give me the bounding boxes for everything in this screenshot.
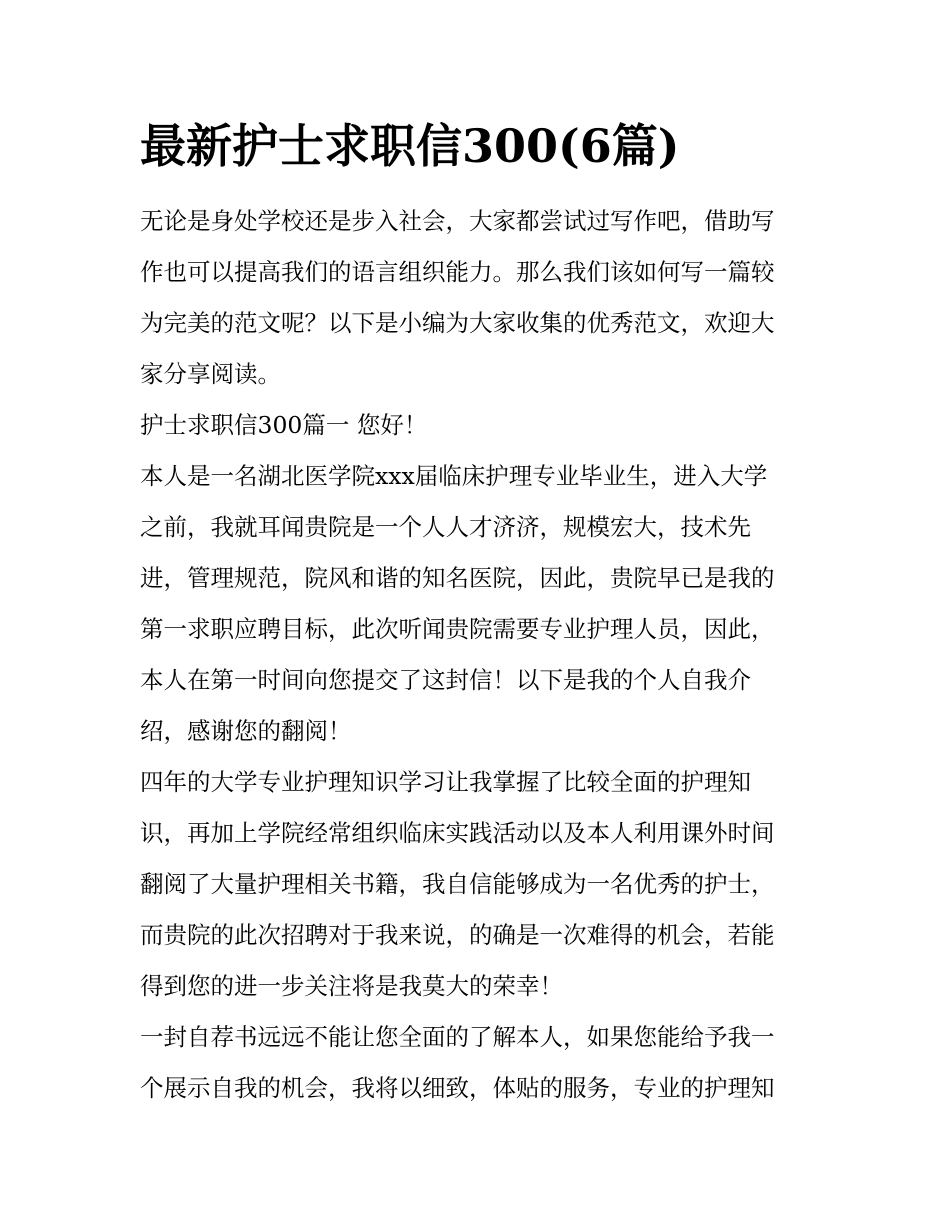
paragraph-line: 进，管理规范，院风和谐的知名医院，因此，贵院早已是我的 — [140, 564, 775, 592]
paragraph-line: 识，再加上学院经常组织临床实践活动以及本人利用课外时间 — [140, 819, 775, 847]
paragraph-line: 一封自荐书远远不能让您全面的了解本人，如果您能给予我一 — [140, 1023, 775, 1051]
paragraph-line: 绍，感谢您的翻阅！ — [140, 717, 352, 745]
section-heading-line: 护士求职信300篇一 您好！ — [140, 411, 428, 439]
paragraph-line: 第一求职应聘目标，此次听闻贵院需要专业护理人员，因此， — [140, 615, 775, 643]
paragraph-line: 之前，我就耳闻贵院是一个人人才济济，规模宏大，技术先 — [140, 513, 751, 541]
document-title: 最新护士求职信300(6篇) — [140, 119, 680, 173]
paragraph-line: 无论是身处学校还是步入社会，大家都尝试过写作吧，借助写 — [140, 207, 775, 235]
paragraph-line: 个展示自我的机会，我将以细致，体贴的服务，专业的护理知 — [140, 1074, 775, 1102]
paragraph-line: 本人在第一时间向您提交了这封信！以下是我的个人自我介 — [140, 666, 751, 694]
paragraph-line: 作也可以提高我们的语言组织能力。那么我们该如何写一篇较 — [140, 258, 775, 286]
paragraph-line: 而贵院的此次招聘对于我来说，的确是一次难得的机会，若能 — [140, 921, 775, 949]
paragraph-line: 四年的大学专业护理知识学习让我掌握了比较全面的护理知 — [140, 768, 751, 796]
paragraph-line: 本人是一名湖北医学院xxx届临床护理专业毕业生，进入大学 — [140, 462, 768, 490]
paragraph-line: 翻阅了大量护理相关书籍，我自信能够成为一名优秀的护士， — [140, 870, 775, 898]
paragraph-line: 得到您的进一步关注将是我莫大的荣幸！ — [140, 972, 563, 1000]
paragraph-line: 家分享阅读。 — [140, 360, 281, 388]
paragraph-line: 为完美的范文呢？以下是小编为大家收集的优秀范文，欢迎大 — [140, 309, 775, 337]
